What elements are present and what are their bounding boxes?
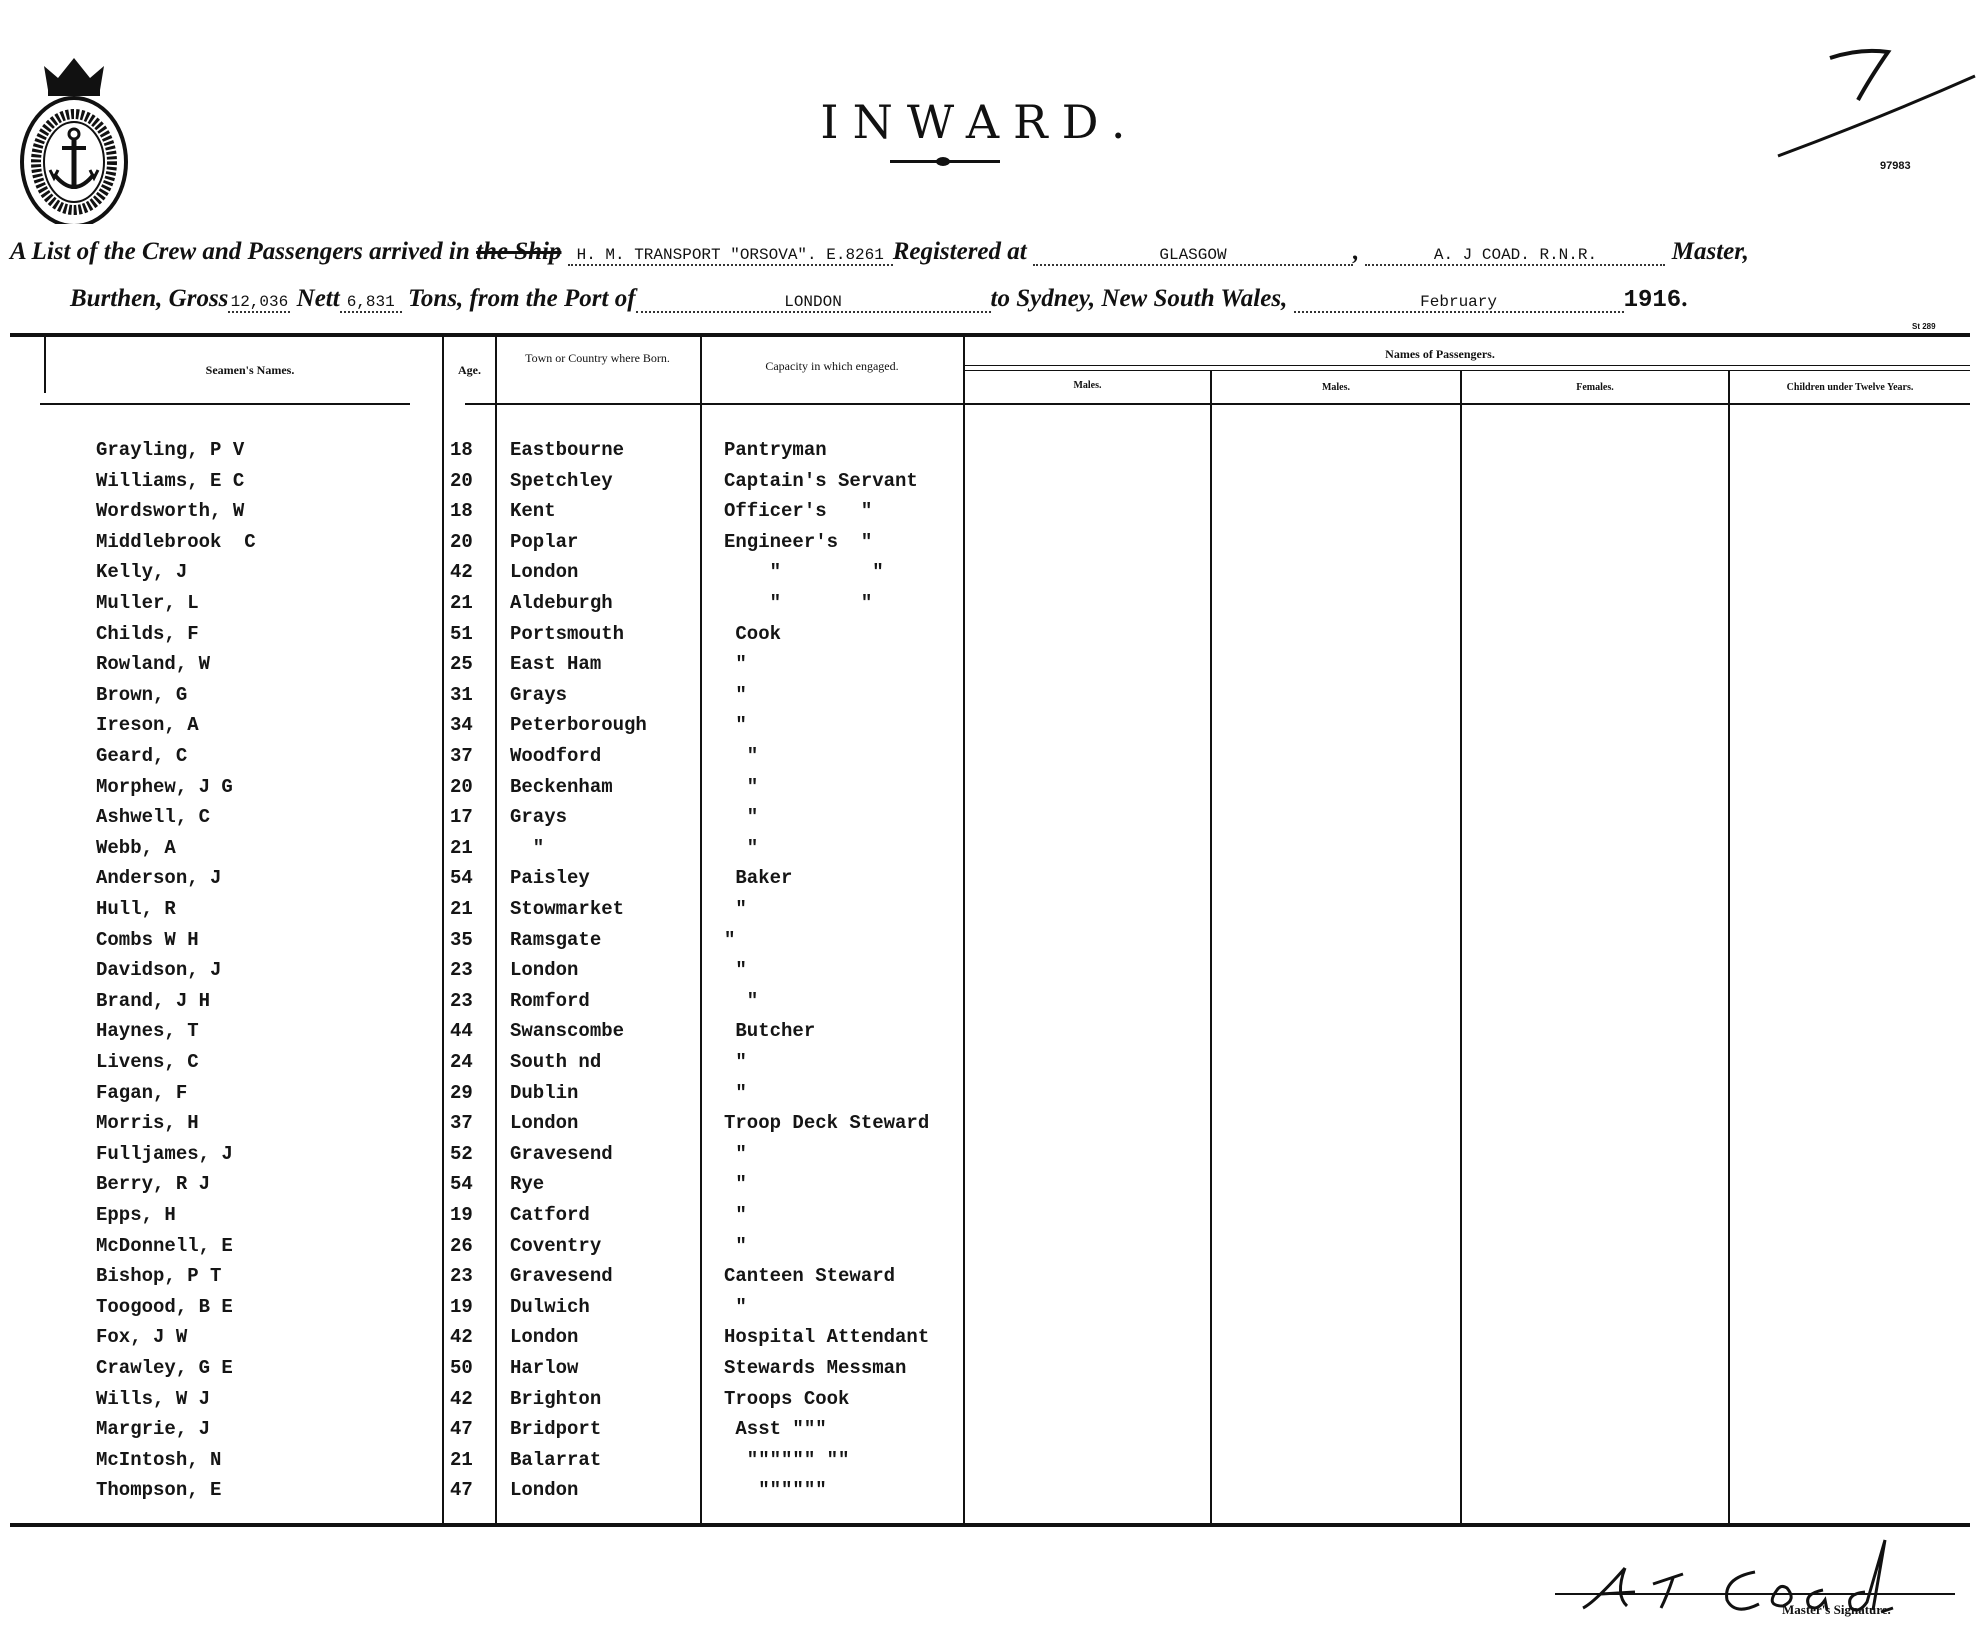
burthen-label: Burthen, Gross bbox=[70, 285, 229, 312]
capacity-engaged: " bbox=[724, 959, 747, 982]
from-port-field: LONDON bbox=[636, 293, 991, 313]
seaman-age: 20 bbox=[450, 530, 473, 553]
capacity-engaged: " bbox=[724, 1051, 747, 1073]
table-row bbox=[10, 867, 1010, 897]
table-row bbox=[10, 806, 1010, 836]
capacity-engaged: " bbox=[724, 714, 747, 737]
capacity-engaged: " bbox=[724, 989, 759, 1012]
col-header-passengers: Names of Passengers. bbox=[1385, 347, 1495, 361]
birthplace: Gravesend bbox=[510, 1142, 613, 1165]
birthplace: Ramsgate bbox=[510, 928, 602, 951]
table-row bbox=[10, 898, 1010, 928]
seaman-name: Childs, F bbox=[96, 622, 199, 645]
table-row bbox=[10, 1265, 1010, 1295]
seaman-age: 47 bbox=[450, 1479, 473, 1502]
seaman-name: Brown, G bbox=[96, 683, 188, 706]
seaman-age: 21 bbox=[450, 1448, 473, 1471]
seaman-age: 35 bbox=[450, 928, 473, 951]
table-row bbox=[10, 959, 1010, 989]
seaman-name: Middlebrook C bbox=[96, 530, 256, 553]
table-row bbox=[10, 653, 1010, 683]
table-row bbox=[10, 1112, 1010, 1142]
table-row bbox=[10, 837, 1010, 867]
capacity-engaged: Captain's Servant bbox=[724, 469, 918, 492]
capacity-engaged: Hospital Attendant bbox=[724, 1326, 930, 1349]
table-row bbox=[10, 714, 1010, 744]
year-field: 1916 bbox=[1623, 287, 1682, 314]
capacity-engaged: " bbox=[724, 836, 759, 859]
col-header-capacity: Capacity in which engaged. bbox=[765, 359, 899, 373]
table-row bbox=[10, 470, 1010, 500]
capacity-engaged: " bbox=[724, 898, 747, 920]
table-row bbox=[10, 1296, 1010, 1326]
capacity-engaged: Cook bbox=[724, 622, 782, 645]
tons-from-label: Tons, from the Port of bbox=[407, 285, 636, 312]
seaman-age: 47 bbox=[450, 1418, 473, 1441]
capacity-engaged: Stewards Messman bbox=[724, 1357, 907, 1379]
page-title: INWARD. bbox=[820, 95, 1140, 149]
seaman-name: Williams, E C bbox=[96, 469, 245, 492]
col-header-males-2: Males. bbox=[1321, 382, 1351, 393]
col-header-females: Females. bbox=[1576, 382, 1614, 393]
seaman-age: 42 bbox=[450, 1326, 473, 1349]
birthplace: London bbox=[510, 1479, 579, 1502]
table-row bbox=[10, 1173, 1010, 1203]
birthplace: Spetchley bbox=[510, 469, 613, 492]
col-header-name: Seamen's Names. bbox=[205, 363, 295, 377]
registered-port-field: GLASGOW bbox=[1033, 246, 1353, 266]
gross-tons-field: 12,036 bbox=[228, 293, 290, 313]
seaman-name: Anderson, J bbox=[96, 867, 222, 890]
table-row bbox=[10, 929, 1010, 959]
capacity-engaged: Officer's " bbox=[724, 500, 873, 523]
birthplace: Paisley bbox=[510, 867, 590, 890]
birthplace: London bbox=[510, 1326, 579, 1349]
seaman-age: 18 bbox=[450, 500, 473, 523]
table-row bbox=[10, 592, 1010, 622]
capacity-engaged: Engineer's " bbox=[724, 530, 873, 553]
capacity-engaged: " bbox=[724, 1081, 747, 1104]
capacity-engaged: " bbox=[724, 775, 759, 798]
capacity-engaged: Asst """ bbox=[724, 1418, 827, 1441]
table-row bbox=[10, 439, 1010, 469]
birthplace: Coventry bbox=[510, 1234, 602, 1257]
birthplace: Grays bbox=[510, 806, 568, 829]
seaman-age: 19 bbox=[450, 1204, 473, 1226]
seaman-age: 18 bbox=[450, 439, 473, 461]
seaman-name: Hull, R bbox=[96, 898, 176, 920]
table-row bbox=[10, 745, 1010, 775]
birthplace: Rye bbox=[510, 1173, 545, 1196]
birthplace: Romford bbox=[510, 989, 590, 1012]
capacity-engaged: " bbox=[724, 1204, 747, 1226]
table-row bbox=[10, 1082, 1010, 1112]
table-row bbox=[10, 1204, 1010, 1234]
arrival-month-field: February bbox=[1294, 293, 1624, 313]
struck-ship-text: the Ship bbox=[476, 238, 562, 265]
seaman-name: Combs W H bbox=[96, 928, 199, 951]
table-row bbox=[10, 990, 1010, 1020]
birthplace: South nd bbox=[510, 1051, 602, 1073]
col-header-town: Town or Country where Born. bbox=[525, 351, 670, 365]
ship-name-field: H. M. TRANSPORT "ORSOVA". E.8261 bbox=[568, 246, 893, 266]
seaman-age: 23 bbox=[450, 959, 473, 982]
birthplace: Stowmarket bbox=[510, 898, 625, 920]
seaman-name: Webb, A bbox=[96, 836, 176, 859]
table-row bbox=[10, 623, 1010, 653]
seaman-age: 31 bbox=[450, 683, 473, 706]
master-label: Master, bbox=[1671, 238, 1749, 265]
birthplace: Bridport bbox=[510, 1418, 602, 1441]
seaman-name: Kelly, J bbox=[96, 561, 188, 584]
birthplace: Swanscombe bbox=[510, 1020, 625, 1043]
seaman-age: 44 bbox=[450, 1020, 473, 1043]
seaman-age: 24 bbox=[450, 1051, 473, 1073]
seaman-name: Epps, H bbox=[96, 1204, 176, 1226]
seaman-name: McIntosh, N bbox=[96, 1448, 222, 1471]
capacity-engaged: Pantryman bbox=[724, 439, 827, 461]
seaman-age: 29 bbox=[450, 1081, 473, 1104]
table-row bbox=[10, 1051, 1010, 1081]
seaman-name: Geard, C bbox=[96, 745, 188, 767]
header-line-2: Burthen, Gross 12,036 Nett 6,831 Tons, from the Port of LONDON to Sydney, New South Wales, February 1916. bbox=[70, 285, 1688, 314]
birthplace: Aldeburgh bbox=[510, 592, 613, 614]
seaman-age: 20 bbox=[450, 775, 473, 798]
seaman-age: 42 bbox=[450, 1387, 473, 1410]
birthplace: Gravesend bbox=[510, 1265, 613, 1288]
birthplace: " bbox=[510, 836, 545, 859]
capacity-engaged: Canteen Steward bbox=[724, 1265, 896, 1288]
seaman-age: 23 bbox=[450, 1265, 473, 1288]
seaman-age: 17 bbox=[450, 806, 473, 829]
seaman-name: Livens, C bbox=[96, 1051, 199, 1073]
seaman-age: 52 bbox=[450, 1142, 473, 1165]
seaman-name: Ireson, A bbox=[96, 714, 199, 737]
nett-label: Nett bbox=[296, 285, 340, 312]
table-row bbox=[10, 1479, 1010, 1509]
seaman-age: 21 bbox=[450, 836, 473, 859]
seaman-age: 26 bbox=[450, 1234, 473, 1257]
seaman-age: 37 bbox=[450, 745, 473, 767]
table-row bbox=[10, 1020, 1010, 1050]
table-row bbox=[10, 1418, 1010, 1448]
table-row bbox=[10, 531, 1010, 561]
form-number: St 289 bbox=[1912, 322, 1936, 331]
col-header-age: Age. bbox=[458, 363, 481, 377]
seaman-age: 42 bbox=[450, 561, 473, 584]
seaman-name: Wordsworth, W bbox=[96, 500, 245, 523]
capacity-engaged: """""" bbox=[724, 1479, 827, 1502]
capacity-engaged: " bbox=[724, 1234, 747, 1257]
seaman-name: Morris, H bbox=[96, 1112, 199, 1135]
seaman-name: Grayling, P V bbox=[96, 439, 245, 461]
seaman-age: 20 bbox=[450, 469, 473, 492]
birthplace: Woodford bbox=[510, 745, 602, 767]
birthplace: Eastbourne bbox=[510, 439, 625, 461]
capacity-engaged: " bbox=[724, 1142, 747, 1165]
birthplace: Peterborough bbox=[510, 714, 647, 737]
seaman-name: McDonnell, E bbox=[96, 1234, 233, 1257]
capacity-engaged: " bbox=[724, 1295, 747, 1318]
table-row bbox=[10, 776, 1010, 806]
birthplace: London bbox=[510, 959, 579, 982]
capacity-engaged: """""" "" bbox=[724, 1448, 850, 1471]
capacity-engaged: " bbox=[724, 745, 759, 767]
seaman-name: Rowland, W bbox=[96, 653, 211, 676]
header-prefix: A List of the Crew and Passengers arrived in bbox=[10, 238, 470, 265]
birthplace: Portsmouth bbox=[510, 622, 625, 645]
seaman-name: Fox, J W bbox=[96, 1326, 188, 1349]
crew-passenger-table bbox=[10, 333, 1970, 1528]
birthplace: Grays bbox=[510, 683, 568, 706]
mercantile-marine-seal-icon bbox=[18, 44, 130, 224]
seaman-name: Margrie, J bbox=[96, 1418, 211, 1441]
seaman-name: Fagan, F bbox=[96, 1081, 188, 1104]
table-row bbox=[10, 1326, 1010, 1356]
seaman-age: 50 bbox=[450, 1357, 473, 1379]
seaman-age: 37 bbox=[450, 1112, 473, 1135]
capacity-engaged: " bbox=[724, 653, 747, 676]
seaman-age: 54 bbox=[450, 867, 473, 890]
registered-label: Registered at bbox=[892, 238, 1027, 265]
header-line-1: A List of the Crew and Passengers arrived in the Ship H. M. TRANSPORT "ORSOVA". E.8261 Registered at GLASGOW , A. J COAD. R.N.R. Master, bbox=[10, 238, 1749, 265]
seaman-name: Morphew, J G bbox=[96, 775, 233, 798]
seaman-age: 54 bbox=[450, 1173, 473, 1196]
seaman-name: Berry, R J bbox=[96, 1173, 211, 1196]
capacity-engaged: " bbox=[724, 928, 736, 951]
table-row bbox=[10, 1388, 1010, 1418]
seaman-name: Ashwell, C bbox=[96, 806, 211, 829]
seaman-age: 51 bbox=[450, 622, 473, 645]
table-row bbox=[10, 561, 1010, 591]
seaman-name: Davidson, J bbox=[96, 959, 222, 982]
seaman-age: 21 bbox=[450, 898, 473, 920]
birthplace: Catford bbox=[510, 1204, 590, 1226]
seaman-age: 34 bbox=[450, 714, 473, 737]
to-sydney-label: to Sydney, New South Wales, bbox=[990, 285, 1288, 312]
seaman-name: Crawley, G E bbox=[96, 1357, 233, 1379]
col-header-males-1: Males. bbox=[1073, 380, 1102, 391]
birthplace: Dulwich bbox=[510, 1295, 590, 1318]
capacity-engaged: Troop Deck Steward bbox=[724, 1112, 930, 1135]
master-name-field: A. J COAD. R.N.R. bbox=[1365, 246, 1665, 266]
seaman-name: Brand, J H bbox=[96, 989, 211, 1012]
capacity-engaged: " bbox=[724, 683, 747, 706]
seaman-name: Thompson, E bbox=[96, 1479, 222, 1502]
birthplace: London bbox=[510, 561, 579, 584]
table-row bbox=[10, 1235, 1010, 1265]
birthplace: Beckenham bbox=[510, 775, 613, 798]
capacity-engaged: " " bbox=[724, 561, 884, 584]
seaman-age: 23 bbox=[450, 989, 473, 1012]
capacity-engaged: Baker bbox=[724, 867, 793, 890]
seaman-name: Muller, L bbox=[96, 592, 199, 614]
birthplace: London bbox=[510, 1112, 579, 1135]
birthplace: Dublin bbox=[510, 1081, 579, 1104]
capacity-engaged: " " bbox=[724, 592, 873, 614]
seaman-name: Fulljames, J bbox=[96, 1142, 233, 1165]
birthplace: Harlow bbox=[510, 1357, 579, 1379]
birthplace: Brighton bbox=[510, 1387, 602, 1410]
seaman-name: Bishop, P T bbox=[96, 1265, 222, 1288]
nett-tons-field: 6,831 bbox=[340, 293, 402, 313]
table-row bbox=[10, 1357, 1010, 1387]
folio-handwritten-mark bbox=[1770, 38, 1980, 168]
table-row bbox=[10, 684, 1010, 714]
col-header-children: Children under Twelve Years. bbox=[1786, 382, 1914, 393]
folio-number: 97983 bbox=[1880, 160, 1911, 172]
capacity-engaged: Troops Cook bbox=[724, 1387, 850, 1410]
seaman-age: 21 bbox=[450, 592, 473, 614]
capacity-engaged: Butcher bbox=[724, 1020, 816, 1043]
seaman-name: Haynes, T bbox=[96, 1020, 199, 1043]
table-row bbox=[10, 500, 1010, 530]
master-signature bbox=[1555, 1520, 1960, 1630]
title-ornament-divider bbox=[890, 160, 1000, 163]
capacity-engaged: " bbox=[724, 1173, 747, 1196]
seaman-name: Toogood, B E bbox=[96, 1295, 233, 1318]
birthplace: Kent bbox=[510, 500, 556, 523]
seaman-age: 19 bbox=[450, 1295, 473, 1318]
birthplace: East Ham bbox=[510, 653, 602, 676]
table-row bbox=[10, 1449, 1010, 1479]
seaman-name: Wills, W J bbox=[96, 1387, 211, 1410]
birthplace: Poplar bbox=[510, 530, 579, 553]
seaman-age: 25 bbox=[450, 653, 473, 676]
signature-label: Master's Signature. bbox=[1782, 1602, 1891, 1617]
capacity-engaged: " bbox=[724, 806, 759, 829]
birthplace: Balarrat bbox=[510, 1448, 602, 1471]
table-row bbox=[10, 1143, 1010, 1173]
